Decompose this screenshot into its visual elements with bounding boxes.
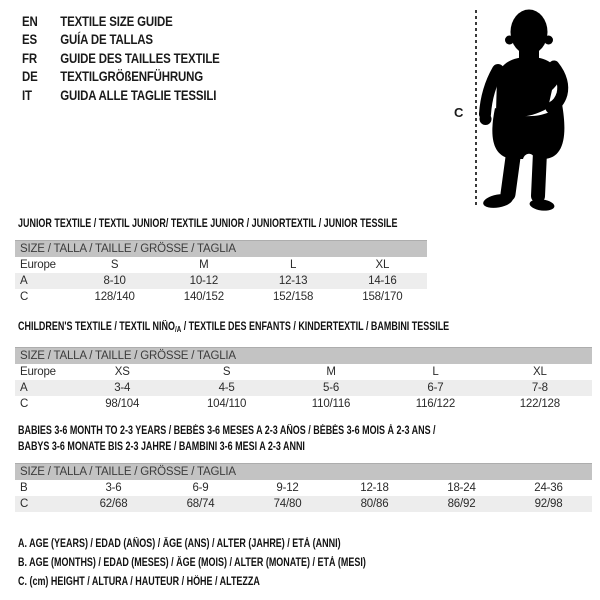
- size-cell: 6-7: [427, 382, 444, 394]
- language-row: [22, 49, 220, 68]
- row-label: C: [20, 498, 29, 510]
- size-cell: L: [432, 366, 439, 378]
- size-cell: XL: [375, 259, 390, 271]
- size-header-bar: SIZE / TALLA / TAILLE / GRÖSSE / TAGLIA: [15, 347, 592, 364]
- size-cell: 8-10: [103, 275, 126, 287]
- size-cell: 158/170: [362, 291, 403, 303]
- size-cell: XS: [114, 366, 130, 378]
- baby-silhouette-icon: [478, 4, 573, 214]
- babies-size-table: [15, 463, 592, 512]
- size-cell: 68/74: [186, 498, 215, 510]
- size-cell: 128/140: [94, 291, 135, 303]
- size-cell: S: [222, 366, 231, 378]
- size-cell: 62/68: [99, 498, 128, 510]
- row-label: Europe: [20, 259, 56, 271]
- size-cell: 98/104: [105, 398, 140, 410]
- height-measure-label: C: [454, 105, 464, 120]
- size-cell: 3-6: [105, 482, 122, 494]
- size-cell: 74/80: [273, 498, 302, 510]
- size-cell: 10-12: [189, 275, 219, 287]
- size-cell: M: [326, 366, 336, 378]
- size-cell: 9-12: [276, 482, 299, 494]
- table-row: [15, 480, 592, 496]
- language-code: FR: [22, 50, 37, 66]
- row-label: B: [20, 482, 28, 494]
- language-row: [22, 68, 220, 87]
- row-label: A: [20, 382, 28, 394]
- size-cell: 104/110: [206, 398, 247, 410]
- size-cell: 12-18: [360, 482, 389, 494]
- language-title: GUIDE DES TAILLES TEXTILE: [60, 50, 220, 66]
- language-title: GUIDA ALLE TAGLIE TESSILI: [60, 87, 217, 103]
- size-cell: 122/128: [519, 398, 560, 410]
- row-label: C: [20, 398, 29, 410]
- size-cell: 3-4: [114, 382, 131, 394]
- language-title-list: [22, 12, 220, 105]
- size-cell: 4-5: [218, 382, 235, 394]
- legend-line-c: C. (cm) HEIGHT / ALTURA / HAUTEUR / HÖHE / ALTEZZA: [18, 576, 260, 588]
- size-cell: S: [110, 259, 119, 271]
- junior-table-title: JUNIOR TEXTILE / TEXTIL JUNIOR/ TEXTILE JUNIOR / JUNIORTEXTIL / JUNIOR TESSILE: [18, 218, 398, 230]
- language-row: [22, 31, 220, 50]
- language-code: EN: [22, 13, 38, 29]
- language-title: TEXTILGRÖßENFÜHRUNG: [60, 69, 204, 85]
- size-cell: 18-24: [447, 482, 476, 494]
- size-header-bar: SIZE / TALLA / TAILLE / GRÖSSE / TAGLIA: [15, 463, 592, 480]
- table-row: [15, 396, 592, 412]
- babies-table-title-line1: BABIES 3-6 MONTH TO 2-3 YEARS / BEBÉS 3-6 MESES A 2-3 AÑOS / BÉBÉS 3-6 MOIS À 2-3 ANS /: [18, 425, 436, 437]
- size-cell: M: [199, 259, 209, 271]
- table-row: [15, 364, 592, 380]
- children-size-table: [15, 347, 592, 412]
- children-title-prefix: CHILDREN'S TEXTILE / TEXTIL NIÑO: [18, 321, 175, 333]
- row-label: A: [20, 275, 28, 287]
- junior-size-table: [15, 240, 427, 305]
- language-row: [22, 12, 220, 31]
- size-cell: 110/116: [311, 398, 351, 410]
- size-cell: 92/98: [534, 498, 563, 510]
- table-row: [15, 496, 592, 512]
- language-title: GUÍA DE TALLAS: [60, 32, 153, 48]
- size-cell: XL: [532, 366, 547, 378]
- language-code: IT: [22, 87, 32, 103]
- children-title-suffix: / TEXTILE DES ENFANTS / KINDERTEXTIL / BAMBINI TESSILE: [181, 321, 450, 333]
- language-title: TEXTILE SIZE GUIDE: [60, 13, 173, 29]
- size-cell: L: [290, 259, 297, 271]
- size-cell: 12-13: [278, 275, 308, 287]
- table-row: [15, 289, 427, 305]
- legend-line-b: B. AGE (MONTHS) / EDAD (MESES) / ÂGE (MOIS) / ALTER (MONATE) / ETÀ (MESI): [18, 557, 366, 569]
- legend-line-a: A. AGE (YEARS) / EDAD (AÑOS) / ÂGE (ANS) / ALTER (JAHRE) / ETÀ (ANNI): [18, 538, 341, 550]
- children-title-sub: /A: [174, 325, 182, 334]
- size-cell: 140/152: [183, 291, 224, 303]
- height-measure-line: [475, 10, 477, 206]
- size-cell: 14-16: [368, 275, 397, 287]
- size-cell: 7-8: [531, 382, 548, 394]
- table-row: [15, 273, 427, 289]
- size-cell: 24-36: [534, 482, 563, 494]
- size-cell: 116/122: [415, 398, 456, 410]
- size-cell: 6-9: [192, 482, 209, 494]
- table-row: [15, 380, 592, 396]
- size-cell: 152/158: [273, 291, 314, 303]
- size-cell: 86/92: [447, 498, 476, 510]
- row-label: Europe: [20, 366, 56, 378]
- table-row: [15, 257, 427, 273]
- size-header-bar: SIZE / TALLA / TAILLE / GRÖSSE / TAGLIA: [15, 240, 427, 257]
- size-cell: 5-6: [323, 382, 340, 394]
- babies-table-title-line2: BABYS 3-6 MONATE BIS 2-3 JAHRE / BAMBINI 3-6 MESI A 2-3 ANNI: [18, 441, 305, 453]
- language-code: ES: [22, 32, 37, 48]
- size-cell: 80/86: [360, 498, 389, 510]
- language-row: [22, 86, 220, 105]
- children-table-title: [18, 320, 449, 337]
- row-label: C: [20, 291, 29, 303]
- language-code: DE: [22, 69, 38, 85]
